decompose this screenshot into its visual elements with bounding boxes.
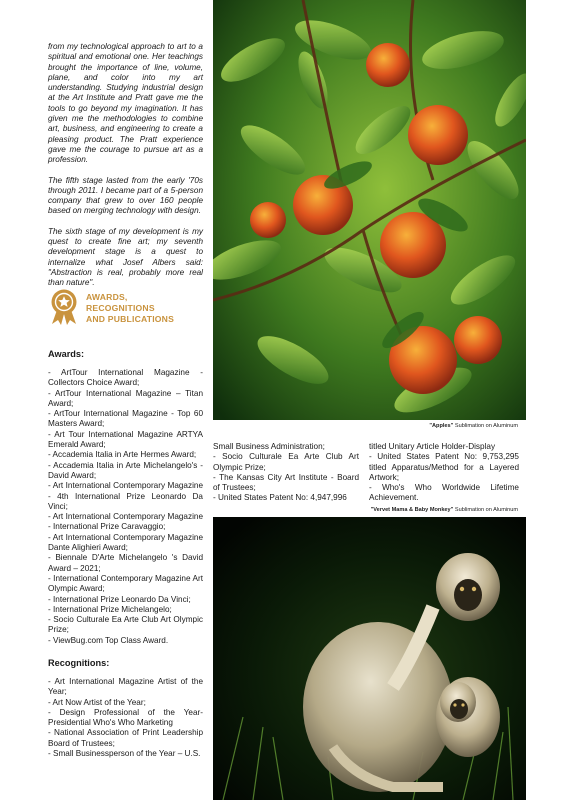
intro-paragraph-1: from my technological approach to art to a spiritual and emotional one. Her teachings brought the importance of line, volume, plane, and color into my art understanding. Studying industrial design at the Art Institute and Pratt gave me the tools to go beyond my imagination. It has given me the methodologies to combine art, business, and engineering to create a pleasing product. The Pratt experience gave me the courage to pursue art as a profession. xyxy=(48,42,203,165)
award-item: - Biennale D'Arte Michelangelo 's David Award – 2021; xyxy=(48,553,203,573)
monkey-caption-title: "Vervet Mama & Baby Monkey" xyxy=(370,507,454,513)
award-item: - Art International Contemporary Magazine - International Prize Caravaggio; xyxy=(48,512,203,532)
recognition-item: - National Association of Print Leadership Board of Trustees; xyxy=(48,728,203,748)
award-item: - ArtTour International Magazine - Top 60 Masters Award; xyxy=(48,409,203,429)
intro-paragraph-3: The sixth stage of my development is my quest to create fine art; my seventh development stage is a quest to internalize what Josef Albers said: "Abstraction is real, probably more real than nature". xyxy=(48,226,203,288)
section-title-line-1: AWARDS, xyxy=(86,292,128,302)
award-medal-icon xyxy=(48,288,80,326)
award-item: - Socio Culturale Ea Arte Club Art Olympic Prize; xyxy=(48,615,203,635)
intro-paragraph-2: The fifth stage lasted from the early '70s through 2011. I became part of a 5-person company that grew to over 160 people based on merging technology with design. xyxy=(48,175,203,216)
monkey-caption-medium: Sublimation on Aluminum xyxy=(454,507,518,513)
recognition-item: - Small Businessperson of the Year – U.S. xyxy=(48,749,201,759)
apples-illustration xyxy=(213,0,526,420)
recognition-item: - Art Now Artist of the Year; xyxy=(48,697,146,707)
recognition-item: - United States Patent No: 4,947,996 xyxy=(213,493,347,503)
awards-list xyxy=(48,368,203,646)
intro-text xyxy=(48,42,203,289)
award-item: - International Contemporary Magazine Art Olympic Award; xyxy=(48,573,203,594)
recognition-item: - Socio Culturale Ea Arte Club Art Olympic Prize; xyxy=(213,452,359,472)
recognition-item: - The Kansas City Art Institute - Board of Trustees; xyxy=(213,472,359,493)
monkey-artwork-image xyxy=(213,517,526,800)
award-item: - International Prize Leonardo Da Vinci; xyxy=(48,594,191,604)
section-title-line-3: AND PUBLICATIONS xyxy=(86,314,175,324)
patent-item: - Who's Who Worldwide Lifetime Achievement. xyxy=(369,483,519,503)
award-item: - Art Tour International Magazine ARTYA Emerald Award; xyxy=(48,429,203,450)
patent-item: - United States Patent No: 9,753,295 titled Apparatus/Method for a Layered Artwork; xyxy=(369,452,519,482)
apples-caption xyxy=(300,423,518,429)
apples-artwork-image xyxy=(213,0,526,420)
awards-section-title xyxy=(86,292,206,325)
award-item: - International Prize Michelangelo; xyxy=(48,604,172,614)
recognitions-list xyxy=(48,677,203,759)
recognition-item: Small Business Administration; xyxy=(213,442,325,451)
recognition-item: - Art International Magazine Artist of the Year; xyxy=(48,677,203,697)
award-item: - Art International Contemporary Magazine Dante Alighieri Award; xyxy=(48,532,203,553)
apples-caption-title: "Apples" xyxy=(429,423,454,429)
apples-caption-medium: Sublimation on Aluminum xyxy=(454,423,518,429)
patent-item: titled Unitary Article Holder-Display xyxy=(369,442,496,451)
patents-column xyxy=(369,442,519,504)
award-item: - ArtTour International Magazine – Titan Award; xyxy=(48,388,203,408)
awards-section-header xyxy=(48,288,208,328)
monkey-illustration xyxy=(213,517,526,800)
awards-heading: Awards: xyxy=(48,349,85,359)
award-item: - Accademia Italia in Arte Hermes Award; xyxy=(48,450,197,460)
recognition-item: - Design Professional of the Year- Presidential Who's Who Marketing xyxy=(48,707,203,728)
recognitions-heading: Recognitions: xyxy=(48,658,110,668)
monkey-caption xyxy=(300,507,518,513)
recognitions-continued-column xyxy=(213,442,359,504)
award-item: - Art International Contemporary Magazine - 4th International Prize Leonardo Da Vinci; xyxy=(48,481,203,511)
award-item: - ArtTour International Magazine - Collectors Choice Award; xyxy=(48,368,203,388)
award-item: - ViewBug.com Top Class Award. xyxy=(48,635,169,645)
section-title-line-2: RECOGNITIONS xyxy=(86,303,155,313)
award-item: - Accademia Italia in Arte Michelangelo's - David Award; xyxy=(48,460,203,480)
